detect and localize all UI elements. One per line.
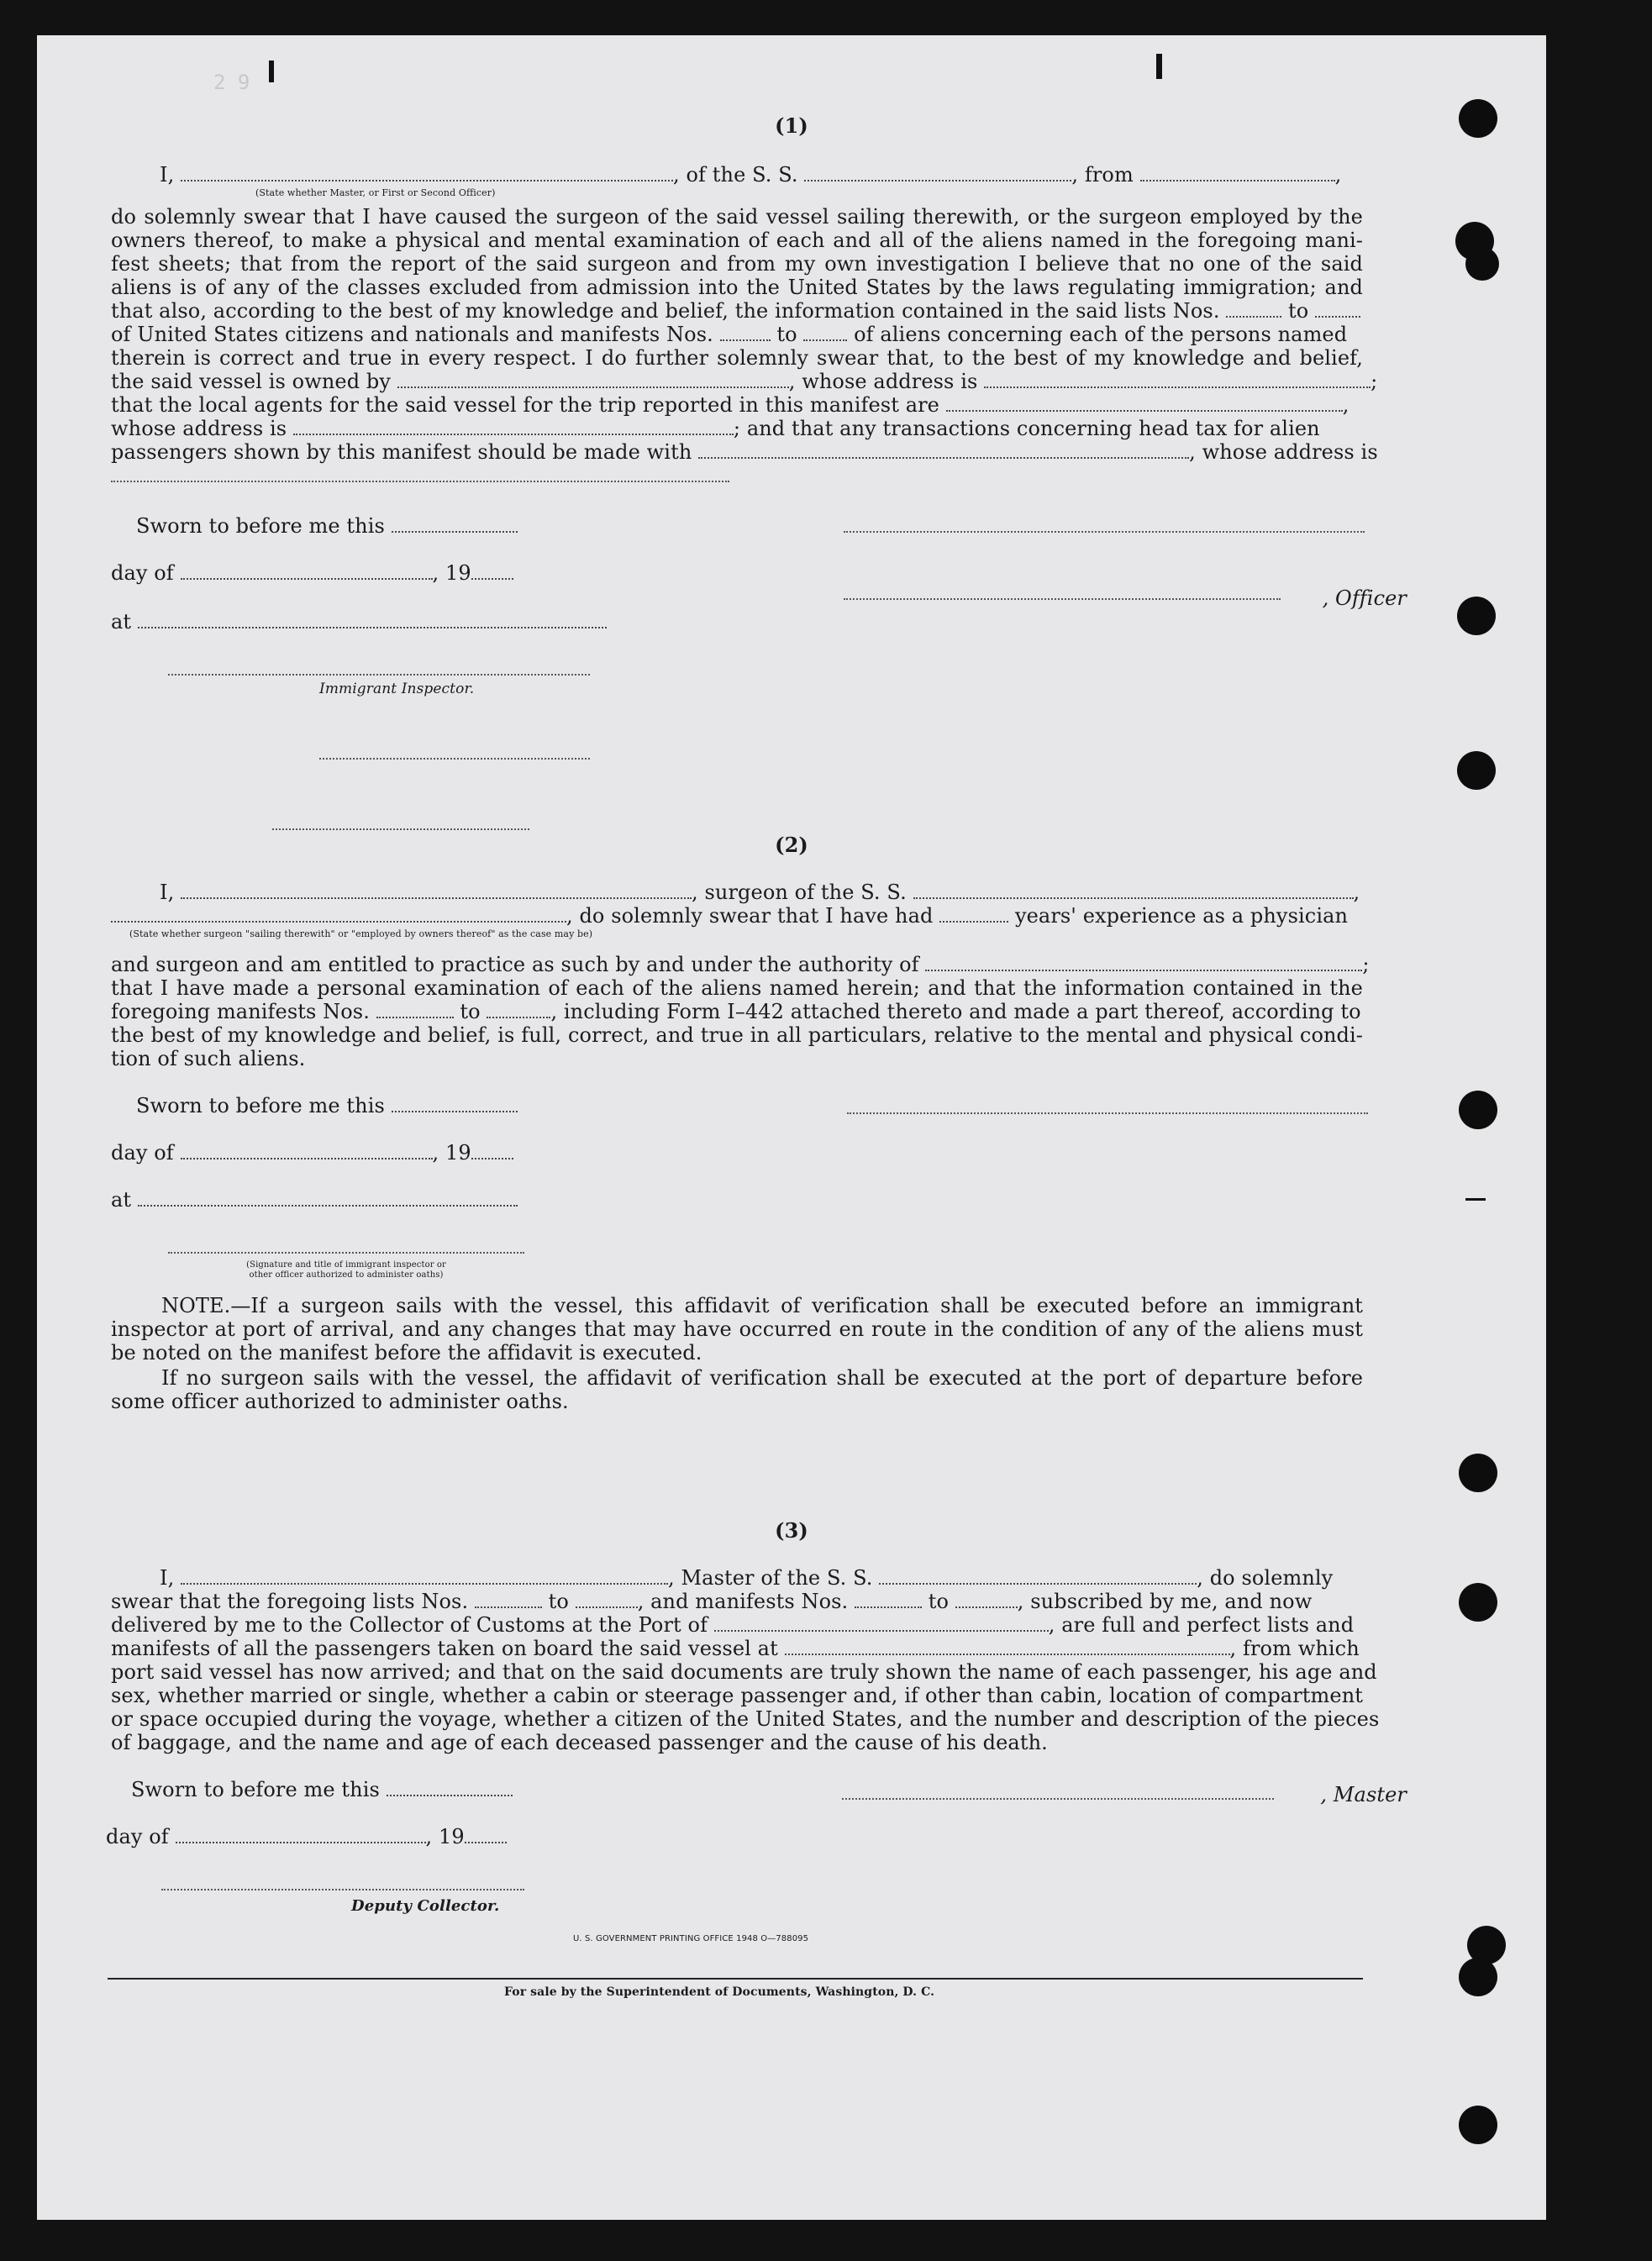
port-of-arrival-blank[interactable] [714, 1630, 1049, 1632]
s1-to: to [776, 323, 797, 346]
s1-para-line: aliens is of any of the classes excluded from admission into the United States by the laws regulating immigration; and [111, 276, 1363, 299]
agents-blank[interactable] [946, 410, 1343, 412]
s3-line-1 [160, 1566, 1333, 1590]
s3-lists-from-blank[interactable] [475, 1606, 542, 1608]
s1-para-line: therein is correct and true in every respect. I do further solemnly swear that, to the best of my knowledge and belief, [111, 346, 1363, 370]
sworn-label: Sworn to before me this [131, 1778, 380, 1801]
s3-manifests-from-blank[interactable] [855, 1606, 922, 1608]
s3-para-line [111, 1590, 1312, 1613]
owner-blank[interactable] [397, 386, 789, 388]
officer-title-blank[interactable] [181, 180, 673, 181]
at-label: at [111, 610, 132, 634]
s1-agents-text: that the local agents for the said vessel for the trip reported in this manifest are [111, 393, 939, 417]
punch-hole [1459, 2106, 1497, 2144]
s1-of-ss: , of the S. S. [673, 163, 798, 187]
s3-day [106, 1825, 507, 1848]
s1-caption: (State whether Master, or First or Second Officer) [255, 187, 496, 198]
s2-sworn [136, 1094, 518, 1117]
s2-day-month-blank[interactable] [181, 1158, 433, 1159]
day-month-blank[interactable] [181, 578, 433, 580]
day-label: day of [111, 1141, 174, 1165]
officer-signature-line[interactable] [844, 531, 1365, 533]
master-signature-line[interactable] [842, 1798, 1274, 1800]
s1-manifests-text: of United States citizens and nationals and manifests Nos. [111, 323, 713, 346]
dotted-line [272, 828, 529, 830]
s3-solemnly: , do solemnly [1197, 1566, 1334, 1590]
s1-i: I, [160, 163, 175, 187]
year-label: , 19 [432, 561, 471, 585]
punch-hole [1459, 1958, 1497, 1996]
s2-at [111, 1188, 518, 1212]
departure-port-blank[interactable] [785, 1654, 1230, 1655]
note-line: be noted on the manifest before the affidavit is executed. [111, 1341, 702, 1364]
s1-at [111, 610, 607, 634]
s2-para-line [111, 1000, 1361, 1023]
s3-lists-text: swear that the foregoing lists Nos. [111, 1590, 469, 1613]
s3-to: to [548, 1590, 569, 1613]
officer-label: , Officer [1322, 586, 1407, 610]
s2-para-line: the best of my knowledge and belief, is full, correct, and true in all particulars, relative to the mental and physical condi- [111, 1023, 1363, 1047]
s1-address: , whose address is [788, 370, 978, 393]
s1-from: , from [1071, 163, 1134, 187]
s2-swear-text: , do solemnly swear that I have had [566, 904, 934, 928]
s1-sworn [136, 514, 518, 538]
sworn-label: Sworn to before me this [136, 514, 385, 538]
s2-sig-caption-1: (Signature and title of immigrant inspector or [246, 1260, 446, 1270]
s3-i: I, [160, 1566, 175, 1590]
s3-para-line [111, 1613, 1354, 1637]
s1-head-tax-text: ; and that any transactions concerning head tax for alien [733, 417, 1320, 440]
s2-manifests-text: foregoing manifests Nos. [111, 1000, 370, 1023]
s1-aliens-text: of aliens concerning each of the persons named [854, 323, 1348, 346]
from-port-blank[interactable] [1140, 180, 1335, 181]
s1-to: to [1288, 299, 1309, 323]
s2-form-text: , including Form I–442 attached thereto and made a part thereof, according to [550, 1000, 1361, 1023]
s3-para-line [111, 1637, 1360, 1660]
master-label: , Master [1320, 1783, 1407, 1806]
s2-authority-text: and surgeon and am entitled to practice as such by and under the authority of [111, 953, 919, 976]
s1-para-line: fest sheets; that from the report of the said surgeon and from my own investigation I believe that no one of the said [111, 252, 1363, 276]
s2-years-text: years' experience as a physician [1014, 904, 1349, 928]
s1-semicolon: ; [1371, 370, 1378, 393]
s2-day [111, 1141, 513, 1165]
s3-para-line: sex, whether married or single, whether a cabin or steerage passenger and, if other than cabin, location of compartment [111, 1684, 1363, 1707]
s1-para-line [111, 323, 1347, 346]
inspector-label: Immigrant Inspector. [319, 681, 475, 697]
sworn-label: Sworn to before me this [136, 1094, 385, 1117]
s2-caption: (State whether surgeon "sailing therewith" or "employed by owners thereof" as the case may be) [129, 928, 593, 939]
punch-hole [1465, 247, 1499, 281]
s2-i: I, [160, 881, 175, 904]
inspector-signature-line[interactable] [168, 674, 590, 676]
manifests-to-blank[interactable] [803, 339, 847, 341]
document-page [37, 35, 1546, 2220]
s2-year-blank[interactable] [471, 1158, 513, 1159]
s3-taken-on-board-text: manifests of all the passengers taken on board the said vessel at [111, 1637, 778, 1660]
punch-hole [1459, 1454, 1497, 1492]
head-tax-party-blank[interactable] [698, 457, 1189, 459]
s1-para-line: do solemnly swear that I have caused the surgeon of the said vessel sailing therewith, or the surgeon employed by the [111, 205, 1363, 229]
s3-para-line: port said vessel has now arrived; and that on the said documents are truly shown the name of each passenger, his age and [111, 1660, 1377, 1684]
s3-full-lists-text: , are full and perfect lists and [1048, 1613, 1355, 1637]
s1-owned-by: the said vessel is owned by [111, 370, 392, 393]
s1-para-line [111, 417, 1320, 440]
s3-sworn [131, 1778, 513, 1801]
s1-para-line: owners thereof, to make a physical and mental examination of each and all of the aliens named in the foregoing mani- [111, 229, 1363, 252]
s3-year-blank[interactable] [465, 1842, 507, 1843]
authority-blank[interactable] [925, 970, 1362, 971]
at-place-blank[interactable] [138, 627, 607, 628]
punch-hole [1459, 1091, 1497, 1129]
dotted-line [319, 758, 590, 760]
s2-para-line [111, 953, 1370, 976]
s1-whose-address-end: , whose address is [1189, 440, 1378, 464]
s2-at-place-blank[interactable] [138, 1205, 518, 1207]
master-name-blank[interactable] [181, 1583, 668, 1585]
ink-mark [269, 60, 274, 82]
note-line: inspector at port of arrival, and any changes that may have occurred en route in the condition of any of the aliens must [111, 1317, 1363, 1341]
lists-to-blank[interactable] [1315, 316, 1360, 318]
s3-vessel-blank[interactable] [879, 1583, 1197, 1585]
vessel-name-blank[interactable] [804, 180, 1071, 181]
s2-signature-line[interactable] [168, 1252, 524, 1254]
manifests-from-blank[interactable] [720, 339, 771, 341]
s3-master-of-ss: , Master of the S. S. [668, 1566, 873, 1590]
year-label: , 19 [432, 1141, 471, 1165]
s2-surgeon-of-ss: , surgeon of the S. S. [692, 881, 907, 904]
s3-from-which: , from which [1229, 1637, 1360, 1660]
s1-para-line [111, 440, 1378, 464]
bleed-through: 2 9 [213, 71, 250, 94]
s1-passengers-text: passengers shown by this manifest should be made with [111, 440, 692, 464]
s3-day-month-blank[interactable] [176, 1842, 426, 1843]
s1-comma: , [1334, 163, 1342, 187]
s2-line-2 [111, 904, 1348, 928]
surgeon-signature-line[interactable] [847, 1112, 1368, 1114]
year-blank[interactable] [471, 578, 513, 580]
section-3-number: (3) [775, 1518, 808, 1543]
s1-day [111, 561, 513, 585]
s3-subscribed-text: , subscribed by me, and now [1017, 1590, 1313, 1613]
punch-hole [1459, 1583, 1497, 1622]
s2-manifests-from-blank[interactable] [376, 1017, 454, 1018]
year-label: , 19 [425, 1825, 465, 1848]
s1-whose-address: whose address is [111, 417, 287, 440]
s2-line-1 [160, 881, 1360, 904]
s3-delivered-text: delivered by me to the Collector of Customs at the Port of [111, 1613, 708, 1637]
surgeon-name-blank[interactable] [181, 897, 692, 899]
gpo-imprint: U. S. GOVERNMENT PRINTING OFFICE 1948 O—788095 [573, 1934, 809, 1943]
ink-mark [1465, 1198, 1486, 1201]
lists-from-blank[interactable] [1226, 316, 1281, 318]
day-label: day of [106, 1825, 169, 1848]
s2-sig-caption-2: other officer authorized to administer oaths) [249, 1270, 444, 1280]
s2-to: to [460, 1000, 481, 1023]
section-1-number: (1) [775, 113, 808, 138]
footer-rule [108, 1978, 1363, 1980]
sale-notice: For sale by the Superintendent of Documents, Washington, D. C. [504, 1985, 935, 1999]
address-continuation-blank[interactable] [111, 481, 729, 482]
note-line: some officer authorized to administer oaths. [111, 1390, 569, 1413]
day-label: day of [111, 561, 174, 585]
s3-para-line: of baggage, and the name and age of each deceased passenger and the cause of his death. [111, 1731, 1048, 1754]
s3-to: to [928, 1590, 950, 1613]
s3-para-line: or space occupied during the voyage, whether a citizen of the United States, and the number and description of the pieces [111, 1707, 1380, 1731]
s3-sworn-day-blank[interactable] [387, 1795, 513, 1796]
s3-lists-to-blank[interactable] [576, 1606, 638, 1608]
s2-vessel-blank[interactable] [913, 897, 1354, 899]
surgeon-status-blank[interactable] [111, 921, 566, 923]
s3-manifests-to-blank[interactable] [955, 1606, 1018, 1608]
agents-address-blank[interactable] [293, 434, 734, 435]
s2-sworn-day-blank[interactable] [392, 1111, 518, 1112]
officer-title-line[interactable] [844, 598, 1281, 600]
s1-para-line [111, 393, 1349, 417]
s2-para-line: tion of such aliens. [111, 1047, 306, 1070]
section-2-number: (2) [775, 833, 808, 857]
owner-address-blank[interactable] [984, 386, 1371, 388]
at-label: at [111, 1188, 132, 1212]
note-line: If no surgeon sails with the vessel, the affidavit of verification shall be executed at the port of departure before [161, 1366, 1363, 1390]
s1-para-line [111, 370, 1377, 393]
s2-comma: , [1353, 881, 1360, 904]
punch-hole [1457, 751, 1496, 790]
s1-comma: , [1342, 393, 1349, 417]
deputy-signature-line[interactable] [161, 1889, 524, 1890]
s1-para-line [111, 299, 1360, 323]
deputy-label: Deputy Collector. [351, 1897, 500, 1915]
years-experience-blank[interactable] [939, 921, 1008, 923]
s2-manifests-to-blank[interactable] [487, 1017, 550, 1018]
punch-hole [1457, 597, 1496, 635]
note-line: NOTE.—If a surgeon sails with the vessel, this affidavit of verification shall be executed before an immigrant [161, 1294, 1363, 1317]
s1-lists-text: that also, according to the best of my knowledge and belief, the information contained in the said lists Nos. [111, 299, 1220, 323]
s1-line-1 [160, 163, 1341, 187]
ink-mark [1156, 54, 1162, 79]
s3-manifests-text: , and manifests Nos. [637, 1590, 849, 1613]
sworn-day-blank[interactable] [392, 531, 518, 533]
s2-semicolon: ; [1362, 953, 1370, 976]
s2-para-line: that I have made a personal examination of each of the aliens named herein; and that the information contained in the [111, 976, 1363, 1000]
